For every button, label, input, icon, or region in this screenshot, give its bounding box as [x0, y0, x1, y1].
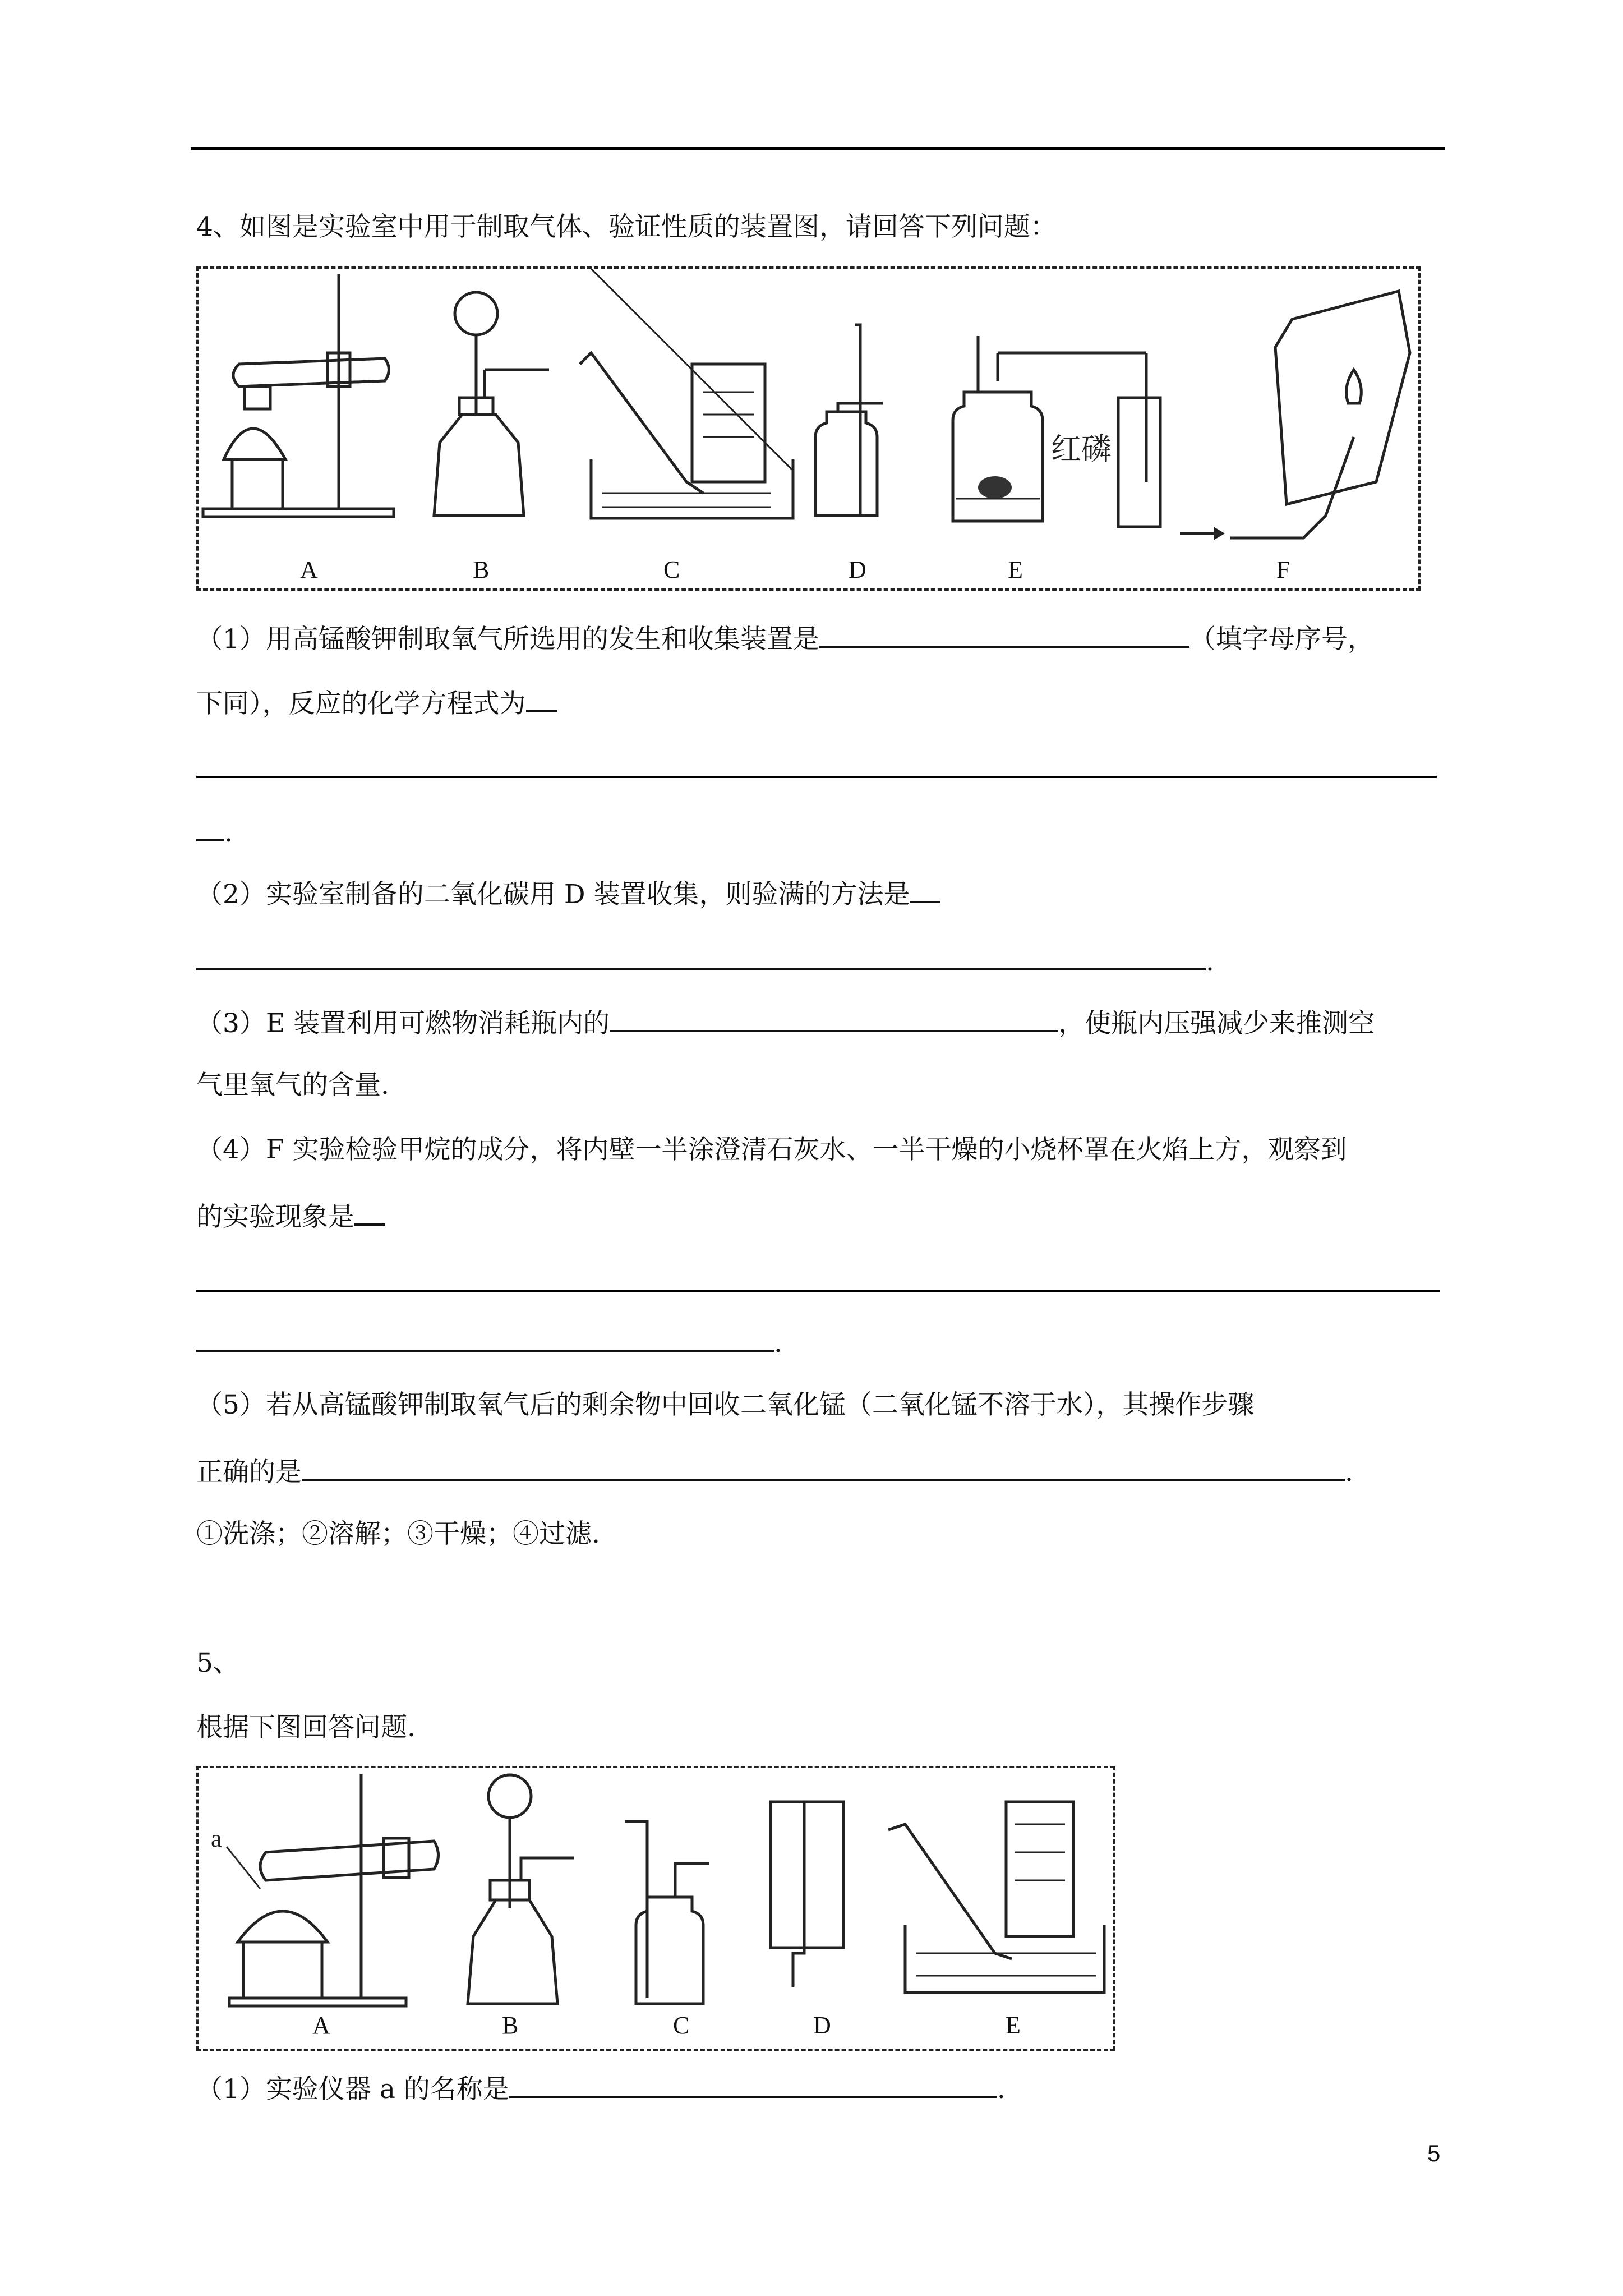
q4-label-f: F	[1276, 556, 1290, 583]
q5-label-e: E	[1006, 2012, 1021, 2039]
q4-part1-blank2a[interactable]	[526, 684, 557, 712]
q4-label-c: C	[663, 556, 680, 583]
q4-part2-line1	[196, 875, 940, 912]
q4-part2-blank2[interactable]	[196, 942, 1206, 970]
q4-part1-text-b: （填字母序号，	[1189, 624, 1374, 655]
q5-label-b: B	[502, 2012, 519, 2039]
q5-part1-line	[196, 2070, 1006, 2106]
q4-part1-end: .	[224, 817, 233, 848]
q5-apparatus-a	[227, 1774, 439, 2006]
q4-part4-blank1[interactable]	[354, 1198, 385, 1226]
q4-part2-text-a: （2）实验室制备的二氧化碳用 D 装置收集，则验满的方法是	[196, 879, 910, 910]
q4-part3-line1	[196, 1004, 1375, 1041]
q5-apparatus-c	[625, 1821, 709, 2004]
q5-label-d: D	[813, 2012, 831, 2039]
q5-part1-end: .	[997, 2074, 1006, 2105]
q4-part1-text-c: 下同），反应的化学方程式为	[196, 688, 526, 719]
q4-part4-blank2[interactable]	[196, 1290, 1440, 1292]
page-number: 5	[1427, 2140, 1441, 2166]
q4-apparatus-f	[1230, 291, 1410, 538]
q4-part3-text-a: （3）E 装置利用可燃物消耗瓶内的	[196, 1008, 610, 1039]
q5-number: 5、	[196, 1648, 239, 1678]
q4-part5-blank[interactable]	[302, 1453, 1345, 1481]
q4-label-b: B	[473, 556, 490, 583]
q4-apparatus-d	[815, 325, 883, 516]
q4-apparatus-c	[580, 269, 793, 518]
q4-part5-line1: （5）若从高锰酸钾制取氧气后的剩余物中回收二氧化锰（二氧化锰不溶于水），其操作步骤	[196, 1389, 1255, 1420]
q4-red-phosphorus-label: 红磷	[1051, 431, 1112, 467]
q4-part2-line2	[196, 942, 1214, 979]
q4-part3-blank[interactable]	[610, 1004, 1058, 1032]
q4-stem: 4、如图是实验室中用于制取气体、验证性质的装置图，请回答下列问题：	[196, 211, 1057, 242]
header-rule	[191, 147, 1445, 150]
q4-part5-end: .	[1345, 1457, 1353, 1488]
q4-part5-options: ①洗涤；②溶解；③干燥；④过滤.	[196, 1519, 600, 1549]
q4-part2-blank1[interactable]	[910, 875, 940, 903]
q4-part5-text-b: 正确的是	[196, 1457, 302, 1488]
q4-part4-blank3[interactable]	[196, 1324, 774, 1352]
q4-part1-blank1[interactable]	[819, 620, 1189, 648]
q4-part2-end: .	[1206, 946, 1214, 977]
q4-label-d: D	[849, 556, 866, 583]
q5-part1-blank[interactable]	[509, 2070, 997, 2098]
q5-apparatus-d	[771, 1802, 843, 1987]
q4-part4-line2	[196, 1198, 385, 1234]
q4-apparatus-b	[434, 292, 549, 516]
q4-apparatus-figure	[199, 269, 1416, 586]
q5-stem: 根据下图回答问题.	[196, 1712, 416, 1743]
q4-label-e: E	[1008, 556, 1023, 583]
q4-part1-line1	[196, 620, 1374, 656]
q5-part1-text-a: （1）实验仪器 a 的名称是	[196, 2074, 509, 2105]
q4-part1-line2	[196, 684, 557, 721]
q5-label-a: A	[312, 2012, 330, 2039]
q4-part4-text-b: 的实验现象是	[196, 1202, 354, 1232]
q4-part1-blank2b[interactable]	[196, 776, 1437, 778]
q4-part4-line1: （4）F 实验检验甲烷的成分，将内壁一半涂澄清石灰水、一半干燥的小烧杯罩在火焰上方，观察到	[196, 1134, 1347, 1165]
q4-apparatus-a	[203, 274, 394, 517]
q4-part1-line3	[196, 813, 233, 850]
q5-label-c: C	[673, 2012, 690, 2039]
q5-apparatus-e	[888, 1802, 1104, 1993]
q4-label-a: A	[300, 556, 318, 583]
q4-part4-line3	[196, 1324, 782, 1360]
q4-part1-blank2c[interactable]	[196, 813, 224, 841]
q4-part4-end: .	[774, 1328, 782, 1359]
q5-apparatus-figure	[199, 1768, 1110, 2046]
q4-part1-text-a: （1）用高锰酸钾制取氧气所选用的发生和收集装置是	[196, 624, 819, 655]
q4-part3-line2: 气里氧气的含量.	[196, 1070, 389, 1101]
q4-part5-line2	[196, 1453, 1353, 1489]
q5-mark-a: a	[211, 1825, 222, 1852]
q4-part3-text-b: ，使瓶内压强减少来推测空	[1058, 1008, 1375, 1039]
q5-apparatus-b	[468, 1775, 574, 2004]
